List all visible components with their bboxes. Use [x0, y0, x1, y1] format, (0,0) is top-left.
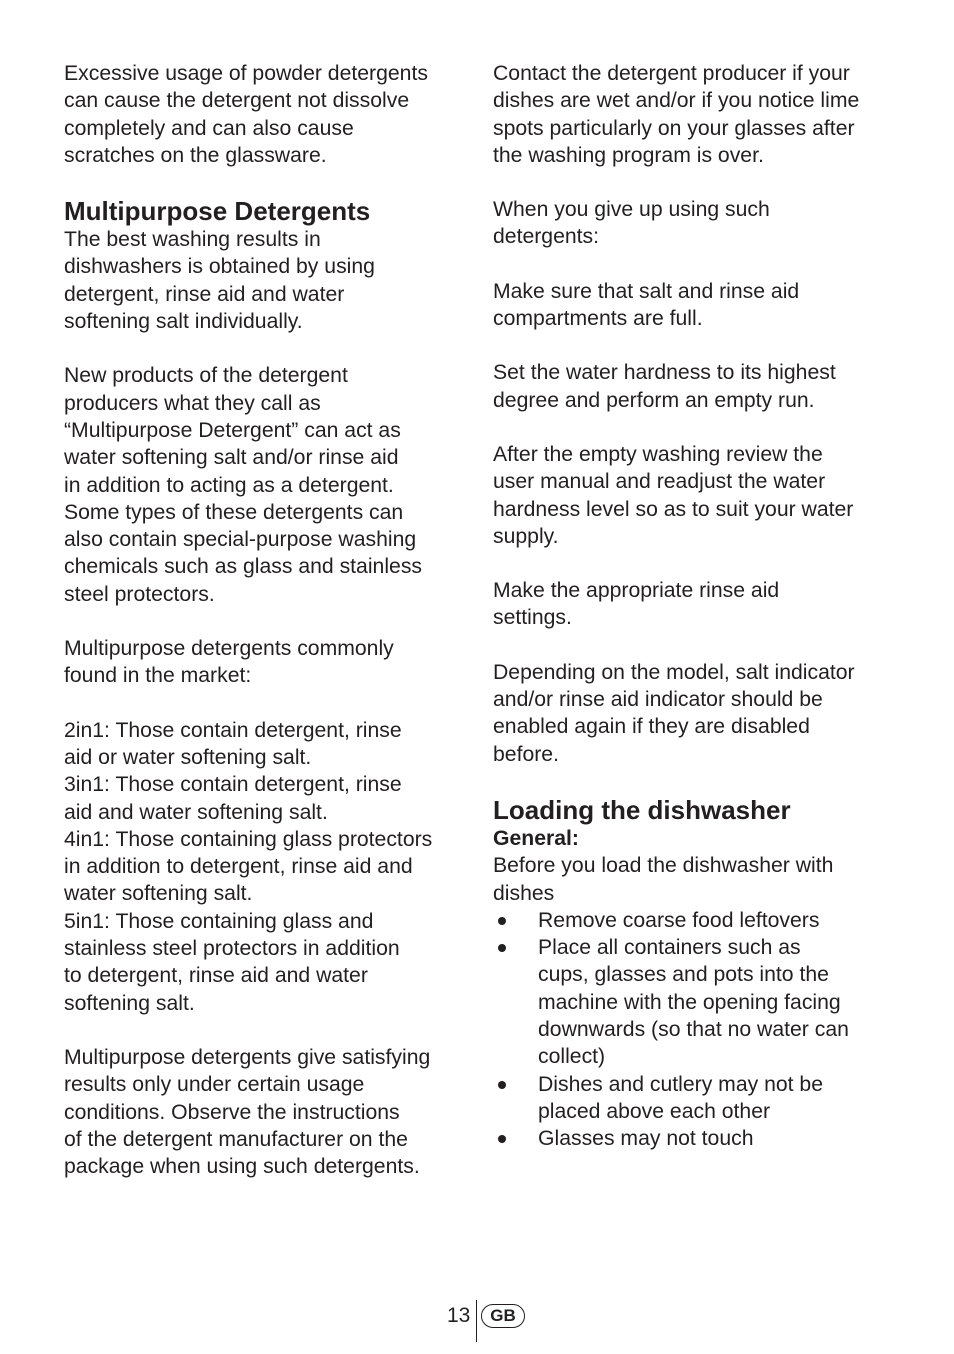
list-item	[493, 1125, 893, 1152]
footer-divider	[476, 1300, 477, 1342]
list-item-text: Glasses may not touch	[538, 1127, 754, 1151]
new-products-paragraph: New products of the detergent producers what they call as “Multipurpose Detergent” can act as water softening salt and/or rinse aid in addition to acting as a detergent. Some types of these detergents can also contain special-purpose washing chemicals such as glass and stainless steel protectors.	[64, 364, 423, 606]
best-results-paragraph: The best washing results in dishwashers is obtained by using detergent, rinse aid and water softening salt individually.	[64, 228, 375, 334]
rinse-aid-settings-paragraph: Make the appropriate rinse aid settings.	[493, 579, 780, 630]
usage-conditions-paragraph: Multipurpose detergents give satisfying results only under certain usage conditions. Observe the instructions of the detergent manufacturer on the package when using such detergents.	[64, 1045, 431, 1179]
indicator-paragraph: Depending on the model, salt indicator and/or rinse aid indicator should be enabled again if they are disabled before.	[493, 660, 855, 766]
bullet-icon	[498, 917, 506, 925]
loading-bullet-list	[493, 907, 893, 1153]
list-item-text: Place all containers such as cups, glasses and pots into the machine with the opening facing downwards (so that no water can collect)	[538, 936, 849, 1069]
water-hardness-paragraph: Set the water hardness to its highest degree and perform an empty run.	[493, 361, 836, 412]
review-manual-paragraph: After the empty washing review the user manual and readjust the water hardness level so as to suit your water supply.	[493, 442, 854, 548]
language-badge: GB	[481, 1304, 525, 1328]
list-item	[493, 934, 893, 1070]
page-number: 13	[447, 1304, 471, 1327]
before-loading-paragraph: Before you load the dishwasher with dishes	[493, 854, 834, 905]
powder-detergent-paragraph: Excessive usage of powder detergents can cause the detergent not dissolve completely and can also cause scratches on the glassware.	[64, 62, 428, 167]
loading-dishwasher-heading: Loading the dishwasher	[493, 794, 791, 825]
bullet-icon	[498, 1135, 506, 1143]
list-item	[493, 907, 893, 934]
contact-producer-paragraph: Contact the detergent producer if your dishes are wet and/or if you notice lime spots particularly on your glasses after the washing program is over.	[493, 62, 860, 167]
market-types-intro: Multipurpose detergents commonly found in the market:	[64, 637, 394, 688]
list-item	[493, 1071, 893, 1126]
multipurpose-detergents-heading: Multipurpose Detergents	[64, 196, 371, 227]
list-item-text: Dishes and cutlery may not be placed above each other	[538, 1072, 823, 1123]
compartments-paragraph: Make sure that salt and rinse aid compartments are full.	[493, 279, 800, 331]
bullet-icon	[498, 944, 506, 952]
general-subheading: General:	[493, 826, 579, 850]
list-item-text: Remove coarse food leftovers	[538, 908, 820, 932]
bullet-icon	[498, 1081, 506, 1089]
detergent-types-list: 2in1: Those contain detergent, rinse aid or water softening salt. 3in1: Those contain detergent, rinse aid and water softening salt. 4in1: Those containing glass protectors in addition to detergent, rinse aid and water softening salt. 5in1: Those containing glass and stainless steel protectors in addition to detergent, rinse aid and water softening salt.	[64, 718, 433, 1015]
right-column	[493, 60, 893, 1153]
give-up-paragraph: When you give up using such detergents:	[493, 198, 770, 249]
left-column	[64, 60, 464, 1207]
